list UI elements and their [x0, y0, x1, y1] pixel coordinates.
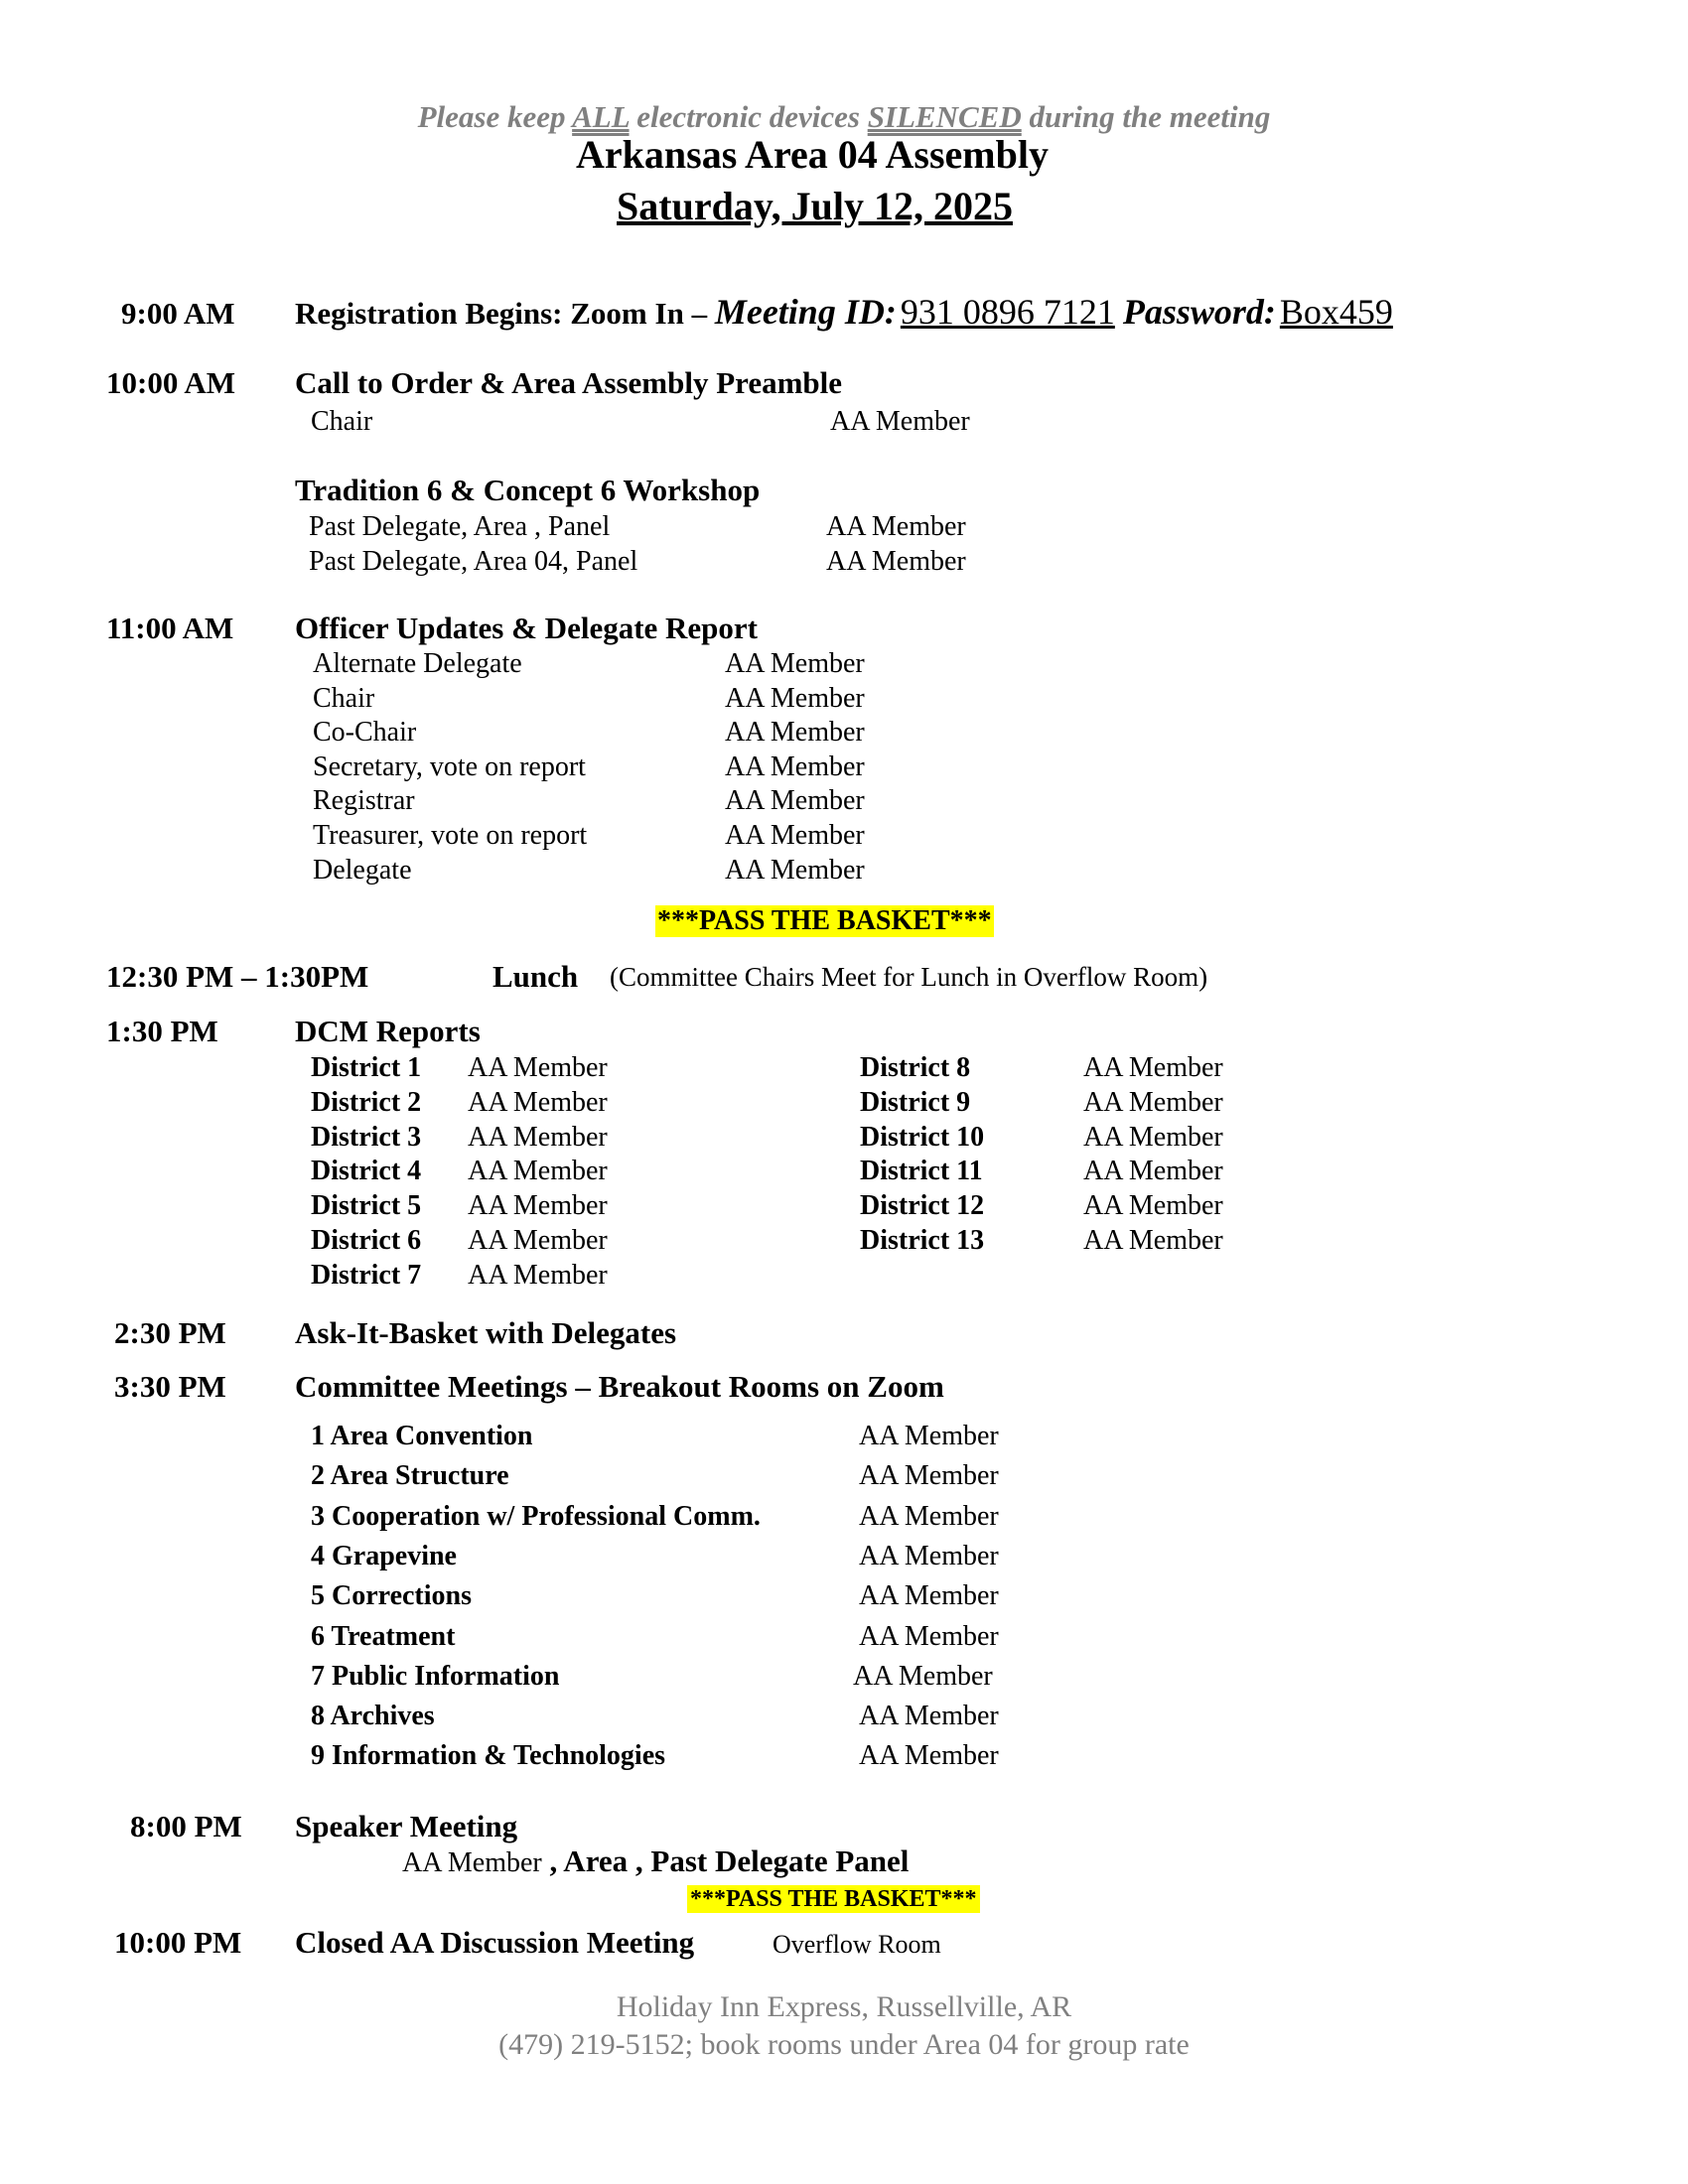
- registration-line: [295, 294, 1393, 330]
- closed-meeting-location: Overflow Room: [773, 1930, 941, 1959]
- committee-member: AA Member: [859, 1740, 999, 1772]
- meeting-id-label: Meeting ID:: [714, 292, 897, 332]
- booking-info: (479) 219-5152; book rooms under Area 04 for group rate: [498, 2028, 1190, 2061]
- committee-name: 3 Cooperation w/ Professional Comm.: [311, 1500, 761, 1532]
- speaker-title: Speaker Meeting: [295, 1809, 518, 1843]
- dcm-time: 1:30 PM: [106, 1014, 218, 1048]
- district-label: District 1: [311, 1052, 422, 1083]
- officer-role: Registrar: [313, 785, 415, 817]
- district-member: AA Member: [468, 1156, 608, 1187]
- lunch-title: Lunch: [492, 959, 579, 994]
- notice-pre: Please keep: [417, 99, 573, 134]
- committee-member: AA Member: [859, 1460, 999, 1492]
- district-member: AA Member: [468, 1086, 608, 1118]
- workshop-name: AA Member: [826, 546, 966, 577]
- committee-name: 8 Archives: [311, 1701, 435, 1732]
- officer-name: AA Member: [725, 785, 865, 817]
- committee-name: 6 Treatment: [311, 1620, 456, 1652]
- district-label: District 8: [860, 1052, 971, 1083]
- notice-mid: electronic devices: [629, 99, 868, 134]
- registration-label: Registration Begins: Zoom In –: [295, 296, 715, 331]
- district-label: District 6: [311, 1225, 422, 1256]
- officer-name: AA Member: [725, 751, 865, 782]
- officer-name: AA Member: [725, 717, 865, 749]
- speaker-time: 8:00 PM: [130, 1809, 242, 1843]
- closed-meeting-time: 10:00 PM: [114, 1925, 242, 1960]
- committee-name: 2 Area Structure: [311, 1460, 509, 1492]
- call-role: Chair: [311, 406, 373, 437]
- officer-role: Alternate Delegate: [313, 648, 522, 679]
- event-date: Saturday, July 12, 2025: [617, 184, 1013, 228]
- workshop-name: AA Member: [826, 511, 966, 542]
- venue: Holiday Inn Express, Russellville, AR: [616, 1990, 1072, 2023]
- call-name: AA Member: [830, 406, 970, 437]
- workshop-role: Past Delegate, Area 04, Panel: [309, 546, 638, 577]
- committee-name: 9 Information & Technologies: [311, 1740, 666, 1772]
- notice-silenced: SILENCED: [867, 99, 1022, 134]
- district-label: District 13: [860, 1225, 985, 1256]
- meeting-id-value: 931 0896 7121: [900, 292, 1115, 332]
- password-value: Box459: [1279, 292, 1393, 332]
- speaker-detail: , Area , Past Delegate Panel: [541, 1843, 910, 1878]
- registration-time: 9:00 AM: [121, 296, 235, 331]
- committee-name: 4 Grapevine: [311, 1540, 457, 1571]
- ask-it-basket-time: 2:30 PM: [114, 1315, 226, 1350]
- password-label: Password:: [1122, 292, 1276, 332]
- page-title: Arkansas Area 04 Assembly: [576, 132, 1049, 177]
- officer-name: AA Member: [725, 682, 865, 714]
- lunch-time: 12:30 PM – 1:30PM: [106, 959, 369, 994]
- district-label: District 11: [860, 1156, 983, 1187]
- workshop-role: Past Delegate, Area , Panel: [309, 511, 611, 542]
- district-member: AA Member: [1083, 1086, 1223, 1118]
- call-to-order-title: Call to Order & Area Assembly Preamble: [295, 365, 843, 400]
- district-member: AA Member: [1083, 1225, 1223, 1256]
- officer-name: AA Member: [725, 854, 865, 886]
- district-member: AA Member: [468, 1052, 608, 1083]
- committees-time: 3:30 PM: [114, 1369, 226, 1404]
- district-member: AA Member: [1083, 1121, 1223, 1153]
- speaker-line: [402, 1845, 909, 1877]
- workshop-title: Tradition 6 & Concept 6 Workshop: [295, 473, 761, 507]
- lunch-note: (Committee Chairs Meet for Lunch in Overflow Room): [610, 962, 1208, 992]
- district-member: AA Member: [1083, 1190, 1223, 1222]
- committee-member: AA Member: [853, 1660, 993, 1692]
- officer-role: Treasurer, vote on report: [313, 820, 588, 851]
- officer-role: Secretary, vote on report: [313, 751, 586, 782]
- closed-meeting-title: Closed AA Discussion Meeting: [295, 1925, 695, 1960]
- officer-role: Chair: [313, 682, 375, 714]
- committee-member: AA Member: [859, 1701, 999, 1732]
- officers-title: Officer Updates & Delegate Report: [295, 611, 758, 645]
- district-label: District 10: [860, 1121, 985, 1153]
- pass-the-basket-highlight: ***PASS THE BASKET***: [687, 1885, 980, 1913]
- district-member: AA Member: [468, 1259, 608, 1291]
- officer-role: Co-Chair: [313, 717, 417, 749]
- district-member: AA Member: [468, 1190, 608, 1222]
- committee-member: AA Member: [859, 1540, 999, 1571]
- officer-name: AA Member: [725, 648, 865, 679]
- district-label: District 2: [311, 1086, 422, 1118]
- officers-time: 11:00 AM: [106, 611, 234, 645]
- notice-all: ALL: [572, 99, 630, 134]
- ask-it-basket-title: Ask-It-Basket with Delegates: [295, 1315, 677, 1350]
- district-member: AA Member: [468, 1225, 608, 1256]
- devices-notice: [0, 101, 1688, 132]
- notice-post: during the meeting: [1021, 99, 1271, 134]
- committee-member: AA Member: [859, 1421, 999, 1451]
- committee-member: AA Member: [859, 1500, 999, 1532]
- district-label: District 5: [311, 1190, 422, 1222]
- officer-name: AA Member: [725, 820, 865, 851]
- committee-name: 7 Public Information: [311, 1660, 560, 1692]
- district-label: District 9: [860, 1086, 971, 1118]
- committee-name: 5 Corrections: [311, 1580, 472, 1612]
- committees-title: Committee Meetings – Breakout Rooms on Zoom: [295, 1369, 944, 1404]
- district-member: AA Member: [468, 1121, 608, 1153]
- district-member: AA Member: [1083, 1156, 1223, 1187]
- district-member: AA Member: [1083, 1052, 1223, 1083]
- dcm-title: DCM Reports: [295, 1014, 481, 1048]
- committee-member: AA Member: [859, 1620, 999, 1652]
- committee-name: 1 Area Convention: [311, 1421, 533, 1451]
- pass-the-basket-highlight: ***PASS THE BASKET***: [657, 905, 992, 936]
- district-label: District 7: [311, 1259, 422, 1291]
- district-label: District 3: [311, 1121, 422, 1153]
- officer-role: Delegate: [313, 854, 412, 886]
- committee-member: AA Member: [859, 1580, 999, 1612]
- district-label: District 12: [860, 1190, 985, 1222]
- speaker-name: AA Member: [402, 1847, 542, 1878]
- district-label: District 4: [311, 1156, 422, 1187]
- call-to-order-time: 10:00 AM: [106, 365, 236, 400]
